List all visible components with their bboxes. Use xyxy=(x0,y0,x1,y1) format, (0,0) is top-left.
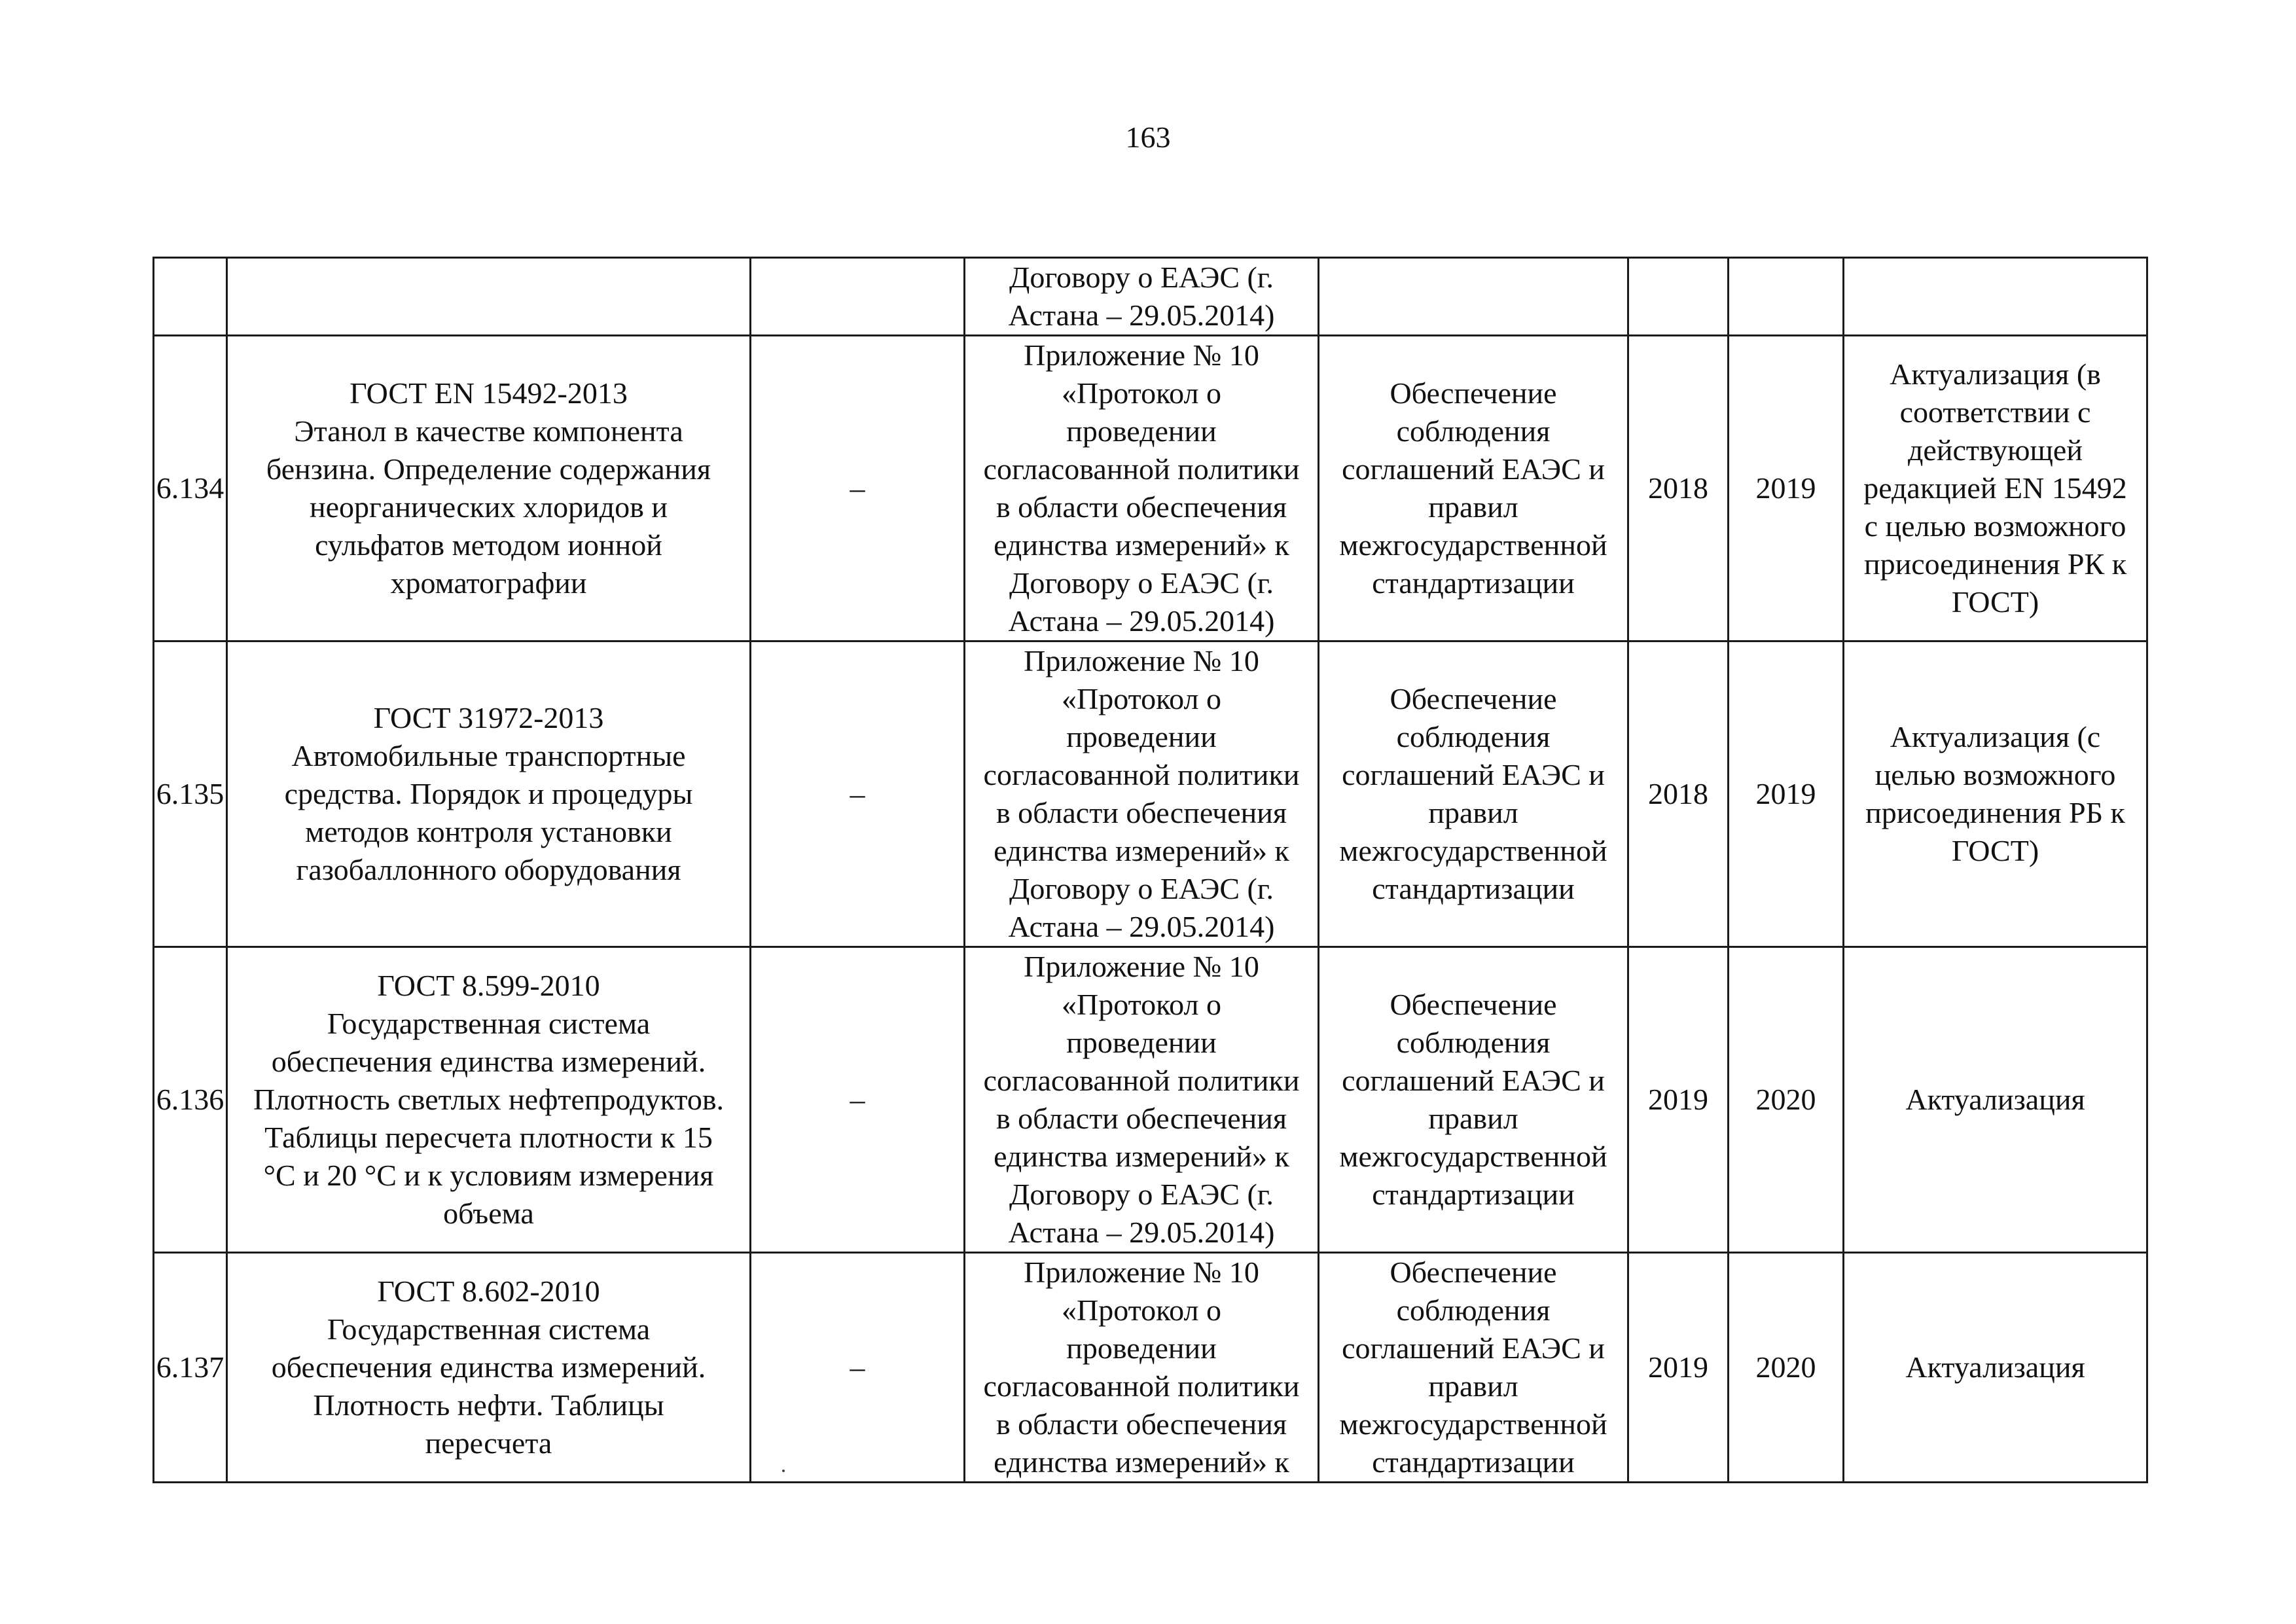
cell-num xyxy=(154,258,227,336)
basis-line: единства измерений» к xyxy=(994,1140,1289,1173)
purpose-line: правил xyxy=(1428,796,1518,829)
note-line: Актуализация xyxy=(1905,1350,2085,1384)
title-line: объема xyxy=(443,1197,534,1230)
basis-line: проведении xyxy=(1066,414,1217,448)
basis-line: согласованной политики xyxy=(983,452,1300,486)
basis-line: проведении xyxy=(1066,1026,1217,1059)
table-row xyxy=(154,947,2147,1253)
purpose-line: стандартизации xyxy=(1372,1445,1575,1479)
cell-start-year: 2018 xyxy=(1628,336,1729,641)
basis-line: Астана – 29.05.2014) xyxy=(1008,604,1275,638)
cell-note xyxy=(1844,336,2147,641)
note-line: ГОСТ) xyxy=(1951,585,2039,619)
title-line: ГОСТ 8.602-2010 xyxy=(377,1274,600,1308)
purpose-line: Обеспечение xyxy=(1390,1255,1557,1289)
basis-line: Астана – 29.05.2014) xyxy=(1008,1216,1275,1249)
purpose-line: Обеспечение xyxy=(1390,988,1557,1021)
basis-line: Договору о ЕАЭС (г. xyxy=(1009,261,1274,294)
basis-line: «Протокол о xyxy=(1062,988,1221,1021)
purpose-line: Обеспечение xyxy=(1390,376,1557,410)
title-line: ГОСТ 8.599-2010 xyxy=(377,969,600,1002)
page-number: 163 xyxy=(1125,120,1171,154)
purpose-line: соблюдения xyxy=(1396,720,1551,753)
cell-purpose xyxy=(1319,1253,1628,1483)
title-line: обеспечения единства измерений. xyxy=(271,1045,706,1078)
purpose-line: межгосударственной xyxy=(1339,834,1607,867)
cell-title xyxy=(227,336,751,641)
cell-num: 6.137 xyxy=(154,1253,227,1483)
purpose-line: стандартизации xyxy=(1372,566,1575,600)
basis-line: Договору о ЕАЭС (г. xyxy=(1009,872,1274,905)
basis-line: Приложение № 10 xyxy=(1024,644,1259,677)
purpose-line: соглашений ЕАЭС и xyxy=(1342,1064,1605,1097)
purpose-line: правил xyxy=(1428,490,1518,524)
purpose-line: Обеспечение xyxy=(1390,682,1557,715)
note-line: присоединения РК к xyxy=(1863,547,2127,581)
purpose-line: соблюдения xyxy=(1396,1026,1551,1059)
cell-dash: – xyxy=(751,947,965,1253)
basis-line: единства измерений» к xyxy=(994,1445,1289,1479)
cell-purpose xyxy=(1319,947,1628,1253)
scan-speck xyxy=(782,1470,785,1472)
note-line: Актуализация (в xyxy=(1890,357,2101,391)
cell-end-year: 2019 xyxy=(1729,336,1844,641)
cell-purpose xyxy=(1319,336,1628,641)
basis-line: в области обеспечения xyxy=(996,796,1287,829)
title-line: хроматографии xyxy=(390,566,587,600)
basis-line: в области обеспечения xyxy=(996,490,1287,524)
cell-num: 6.136 xyxy=(154,947,227,1253)
note-line: целью возможного xyxy=(1874,758,2116,791)
purpose-line: правил xyxy=(1428,1102,1518,1135)
note-line: редакцией EN 15492 xyxy=(1863,471,2127,505)
cell-start-year: 2019 xyxy=(1628,1253,1729,1483)
purpose-line: соблюдения xyxy=(1396,414,1551,448)
title-line: пересчета xyxy=(425,1426,552,1460)
cell-start-year: 2018 xyxy=(1628,641,1729,947)
cell-end-year: 2020 xyxy=(1729,1253,1844,1483)
purpose-line: соглашений ЕАЭС и xyxy=(1342,1331,1605,1365)
title-line: ГОСТ 31972-2013 xyxy=(373,701,604,734)
purpose-line: стандартизации xyxy=(1372,872,1575,905)
cell-purpose xyxy=(1319,258,1628,336)
basis-line: согласованной политики xyxy=(983,1369,1300,1403)
cell-purpose xyxy=(1319,641,1628,947)
cell-start-year xyxy=(1628,258,1729,336)
cell-title xyxy=(227,258,751,336)
basis-line: в области обеспечения xyxy=(996,1102,1287,1135)
purpose-line: соглашений ЕАЭС и xyxy=(1342,452,1605,486)
cell-num: 6.134 xyxy=(154,336,227,641)
purpose-line: стандартизации xyxy=(1372,1178,1575,1211)
title-line: ГОСТ EN 15492-2013 xyxy=(350,376,628,410)
note-line: с целью возможного xyxy=(1864,509,2126,543)
title-line: средства. Порядок и процедуры xyxy=(284,777,693,810)
title-line: Плотность светлых нефтепродуктов. xyxy=(253,1083,725,1116)
cell-note xyxy=(1844,641,2147,947)
title-line: газобаллонного оборудования xyxy=(296,853,681,886)
title-line: Автомобильные транспортные xyxy=(291,739,686,772)
cell-title xyxy=(227,947,751,1253)
title-line: Государственная система xyxy=(327,1312,651,1346)
title-line: неорганических хлоридов и xyxy=(310,490,668,524)
cell-title xyxy=(227,641,751,947)
cell-basis xyxy=(965,641,1319,947)
cell-note xyxy=(1844,947,2147,1253)
title-line: Таблицы пересчета плотности к 15 xyxy=(264,1121,713,1154)
basis-line: Астана – 29.05.2014) xyxy=(1008,298,1275,332)
note-line: действующей xyxy=(1908,433,2083,467)
basis-line: согласованной политики xyxy=(983,758,1300,791)
cell-basis xyxy=(965,258,1319,336)
title-line: Плотность нефти. Таблицы xyxy=(313,1388,664,1422)
title-line: °С и 20 °С и к условиям измерения xyxy=(263,1159,714,1192)
note-line: Актуализация xyxy=(1905,1083,2085,1116)
purpose-line: соблюдения xyxy=(1396,1293,1551,1327)
cell-note xyxy=(1844,1253,2147,1483)
purpose-line: межгосударственной xyxy=(1339,528,1607,562)
basis-line: Приложение № 10 xyxy=(1024,338,1259,372)
purpose-line: межгосударственной xyxy=(1339,1407,1607,1441)
basis-line: «Протокол о xyxy=(1062,682,1221,715)
cell-note xyxy=(1844,258,2147,336)
table-row xyxy=(154,641,2147,947)
table-row-continuation xyxy=(154,258,2147,336)
cell-basis xyxy=(965,1253,1319,1483)
purpose-line: межгосударственной xyxy=(1339,1140,1607,1173)
basis-line: единства измерений» к xyxy=(994,834,1289,867)
note-line: Актуализация (с xyxy=(1890,720,2101,753)
basis-line: Астана – 29.05.2014) xyxy=(1008,910,1275,943)
cell-num: 6.135 xyxy=(154,641,227,947)
title-line: бензина. Определение содержания xyxy=(266,452,711,486)
title-line: методов контроля установки xyxy=(305,815,672,848)
purpose-line: соглашений ЕАЭС и xyxy=(1342,758,1605,791)
purpose-line: правил xyxy=(1428,1369,1518,1403)
title-line: сульфатов методом ионной xyxy=(315,528,662,562)
cell-end-year: 2020 xyxy=(1729,947,1844,1253)
basis-line: согласованной политики xyxy=(983,1064,1300,1097)
cell-basis xyxy=(965,336,1319,641)
cell-basis xyxy=(965,947,1319,1253)
note-line: соответствии с xyxy=(1899,395,2091,429)
cell-title xyxy=(227,1253,751,1483)
note-line: ГОСТ) xyxy=(1951,834,2039,867)
basis-line: «Протокол о xyxy=(1062,1293,1221,1327)
basis-line: Приложение № 10 xyxy=(1024,950,1259,983)
table-row xyxy=(154,336,2147,641)
cell-end-year xyxy=(1729,258,1844,336)
table-row xyxy=(154,1253,2147,1483)
cell-dash xyxy=(751,258,965,336)
basis-line: Приложение № 10 xyxy=(1024,1255,1259,1289)
title-line: Этанол в качестве компонента xyxy=(294,414,683,448)
standards-table xyxy=(152,257,2148,1483)
cell-end-year: 2019 xyxy=(1729,641,1844,947)
title-line: обеспечения единства измерений. xyxy=(271,1350,706,1384)
note-line: присоединения РБ к xyxy=(1865,796,2125,829)
basis-line: проведении xyxy=(1066,720,1217,753)
basis-line: Договору о ЕАЭС (г. xyxy=(1009,566,1274,600)
cell-dash: – xyxy=(751,1253,965,1483)
cell-start-year: 2019 xyxy=(1628,947,1729,1253)
basis-line: проведении xyxy=(1066,1331,1217,1365)
basis-line: Договору о ЕАЭС (г. xyxy=(1009,1178,1274,1211)
cell-dash: – xyxy=(751,336,965,641)
cell-dash: – xyxy=(751,641,965,947)
title-line: Государственная система xyxy=(327,1007,651,1040)
basis-line: в области обеспечения xyxy=(996,1407,1287,1441)
basis-line: единства измерений» к xyxy=(994,528,1289,562)
basis-line: «Протокол о xyxy=(1062,376,1221,410)
